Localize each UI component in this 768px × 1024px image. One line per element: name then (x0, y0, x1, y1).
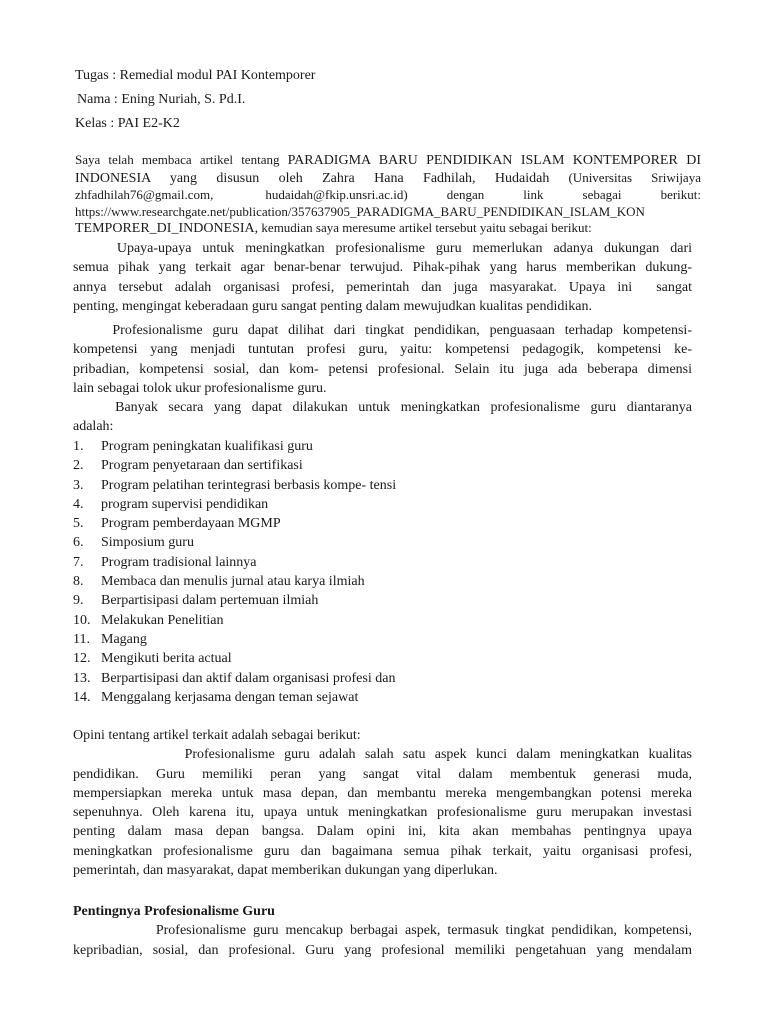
list-item: 4. program supervisi pendidikan (73, 496, 269, 512)
list-item: 1. Program peningkatan kualifikasi guru (73, 439, 313, 454)
paragraph-line: kompetensi yang menjadi tuntutan profesi guru, yaitu: kompetensi pedagogik, kompetensi ke- (73, 342, 692, 358)
intro-link-line: https://www.researchgate.net/publication/357637905_PARADIGMA_BARU_PENDIDIKAN_ISLAM_KON (75, 203, 645, 219)
list-item: 12. Mengikuti berita actual (73, 651, 232, 667)
paragraph-line: pemerintah, dan masyarakat, dapat memberikan dukungan yang diperlukan. (73, 863, 498, 879)
paragraph-line: adalah: (73, 419, 114, 435)
intro-paragraph (75, 152, 701, 238)
section-heading: Pentingnya Profesionalisme Guru (73, 904, 275, 919)
intro-line: TEMPORER_DI_INDONESIA, kemudian saya meresume artikel tersebut yaitu sebagai berikut: (75, 220, 592, 236)
paragraph-line: pendidikan. Guru memiliki peran yang sangat vital dalam membentuk generasi muda, (73, 766, 692, 782)
opinion-intro-line: Opini tentang artikel terkait adalah sebagai berikut: (73, 728, 361, 743)
paragraph-line: sepenuhnya. Oleh karena itu, upaya untuk meningkatkan profesionalisme guru merupakan investasi (73, 805, 692, 821)
list-item: 10. Melakukan Penelitian (73, 612, 224, 628)
opinion-paragraph (73, 726, 692, 880)
paragraph-line: Profesionalisme guru dapat dilihat dari tingkat pendidikan, penguasaan terhadap kompetensi- (73, 323, 692, 338)
paragraph-line: penting, mengingat keberadaan guru sangat penting dalam mewujudkan kualitas pendidikan. (73, 298, 593, 314)
list-item: 5. Program pemberdayaan MGMP (73, 516, 281, 532)
paragraph-line: kepribadian, sosial, dan profesional. Guru yang profesional memiliki pengetahuan yang mendalam (73, 942, 692, 958)
paragraph-profesionalisme (73, 321, 692, 437)
list-item: 6. Simposium guru (73, 535, 194, 551)
intro-line: INDONESIA yang disusun oleh Zahra Hana Fadhilah, Hudaidah (Universitas Sriwijaya (75, 169, 701, 186)
list-item: 11. Magang (73, 631, 147, 647)
class-line: Kelas : PAI E2-K2 (75, 116, 180, 131)
list-item: 7. Program tradisional lainnya (73, 554, 257, 570)
paragraph-line: semua pihak yang terkait agar benar-benar terwujud. Pihak-pihak yang harus memberikan dukung- (73, 260, 692, 276)
paragraph-line: Profesionalisme guru adalah salah satu aspek kunci dalam meningkatkan kualitas (73, 747, 692, 763)
paragraph-line: mempersiapkan mereka untuk masa depan, dan membantu mereka mengembangkan potensi mereka (73, 785, 692, 801)
name-line: Nama : Ening Nuriah, S. Pd.I. (77, 92, 246, 107)
intro-line: zhfadhilah76@gmail.com, hudaidah@fkip.unsri.ac.id) dengan link sebagai berikut: (75, 187, 701, 202)
intro-line: Saya telah membaca artikel tentang PARADIGMA BARU PENDIDIKAN ISLAM KONTEMPORER DI (75, 152, 701, 168)
paragraph-line: lain sebagai tolok ukur profesionalisme guru. (73, 380, 327, 396)
list-item: 13. Berpartisipasi dan aktif dalam organisasi profesi dan (73, 670, 396, 686)
paragraph-line: pribadian, kompetensi sosial, dan kom- petensi profesional. Selain itu juga ada beberapa dimensi (73, 361, 692, 377)
list-item: 2. Program penyetaraan dan sertifikasi (73, 458, 303, 474)
list-item: 3. Program pelatihan terintegrasi berbasis kompe- tensi (73, 477, 397, 493)
paragraph-line: meningkatkan profesionalisme guru dan bagaimana semua pihak terkait, yaitu organisasi profesi, (73, 843, 692, 859)
paragraph-line: Banyak secara yang dapat dilakukan untuk meningkatkan profesionalisme guru diantaranya (73, 400, 692, 416)
section-importance (73, 902, 692, 960)
paragraph-upaya (73, 239, 692, 316)
list-item: 8. Membaca dan menulis jurnal atau karya ilmiah (73, 574, 365, 590)
paragraph-line: penting dalam masa depan bangsa. Dalam opini ini, kita akan membahas pentingnya upaya (73, 824, 692, 840)
paragraph-line: Upaya-upaya untuk meningkatkan profesionalisme guru memerlukan adanya dukungan dari (73, 241, 692, 256)
list-item: 14. Menggalang kerjasama dengan teman sejawat (73, 689, 359, 705)
paragraph-line: Profesionalisme guru mencakup berbagai aspek, termasuk tingkat pendidikan, kompetensi, (73, 923, 692, 939)
list-item: 9. Berpartisipasi dalam pertemuan ilmiah (73, 593, 319, 609)
paragraph-line: annya tersebut adalah organisasi profesi, pemerintah dan juga masyarakat. Upaya ini sangat (73, 279, 692, 295)
assignment-line: Tugas : Remedial modul PAI Kontemporer (75, 68, 316, 83)
improvement-list (73, 437, 396, 707)
